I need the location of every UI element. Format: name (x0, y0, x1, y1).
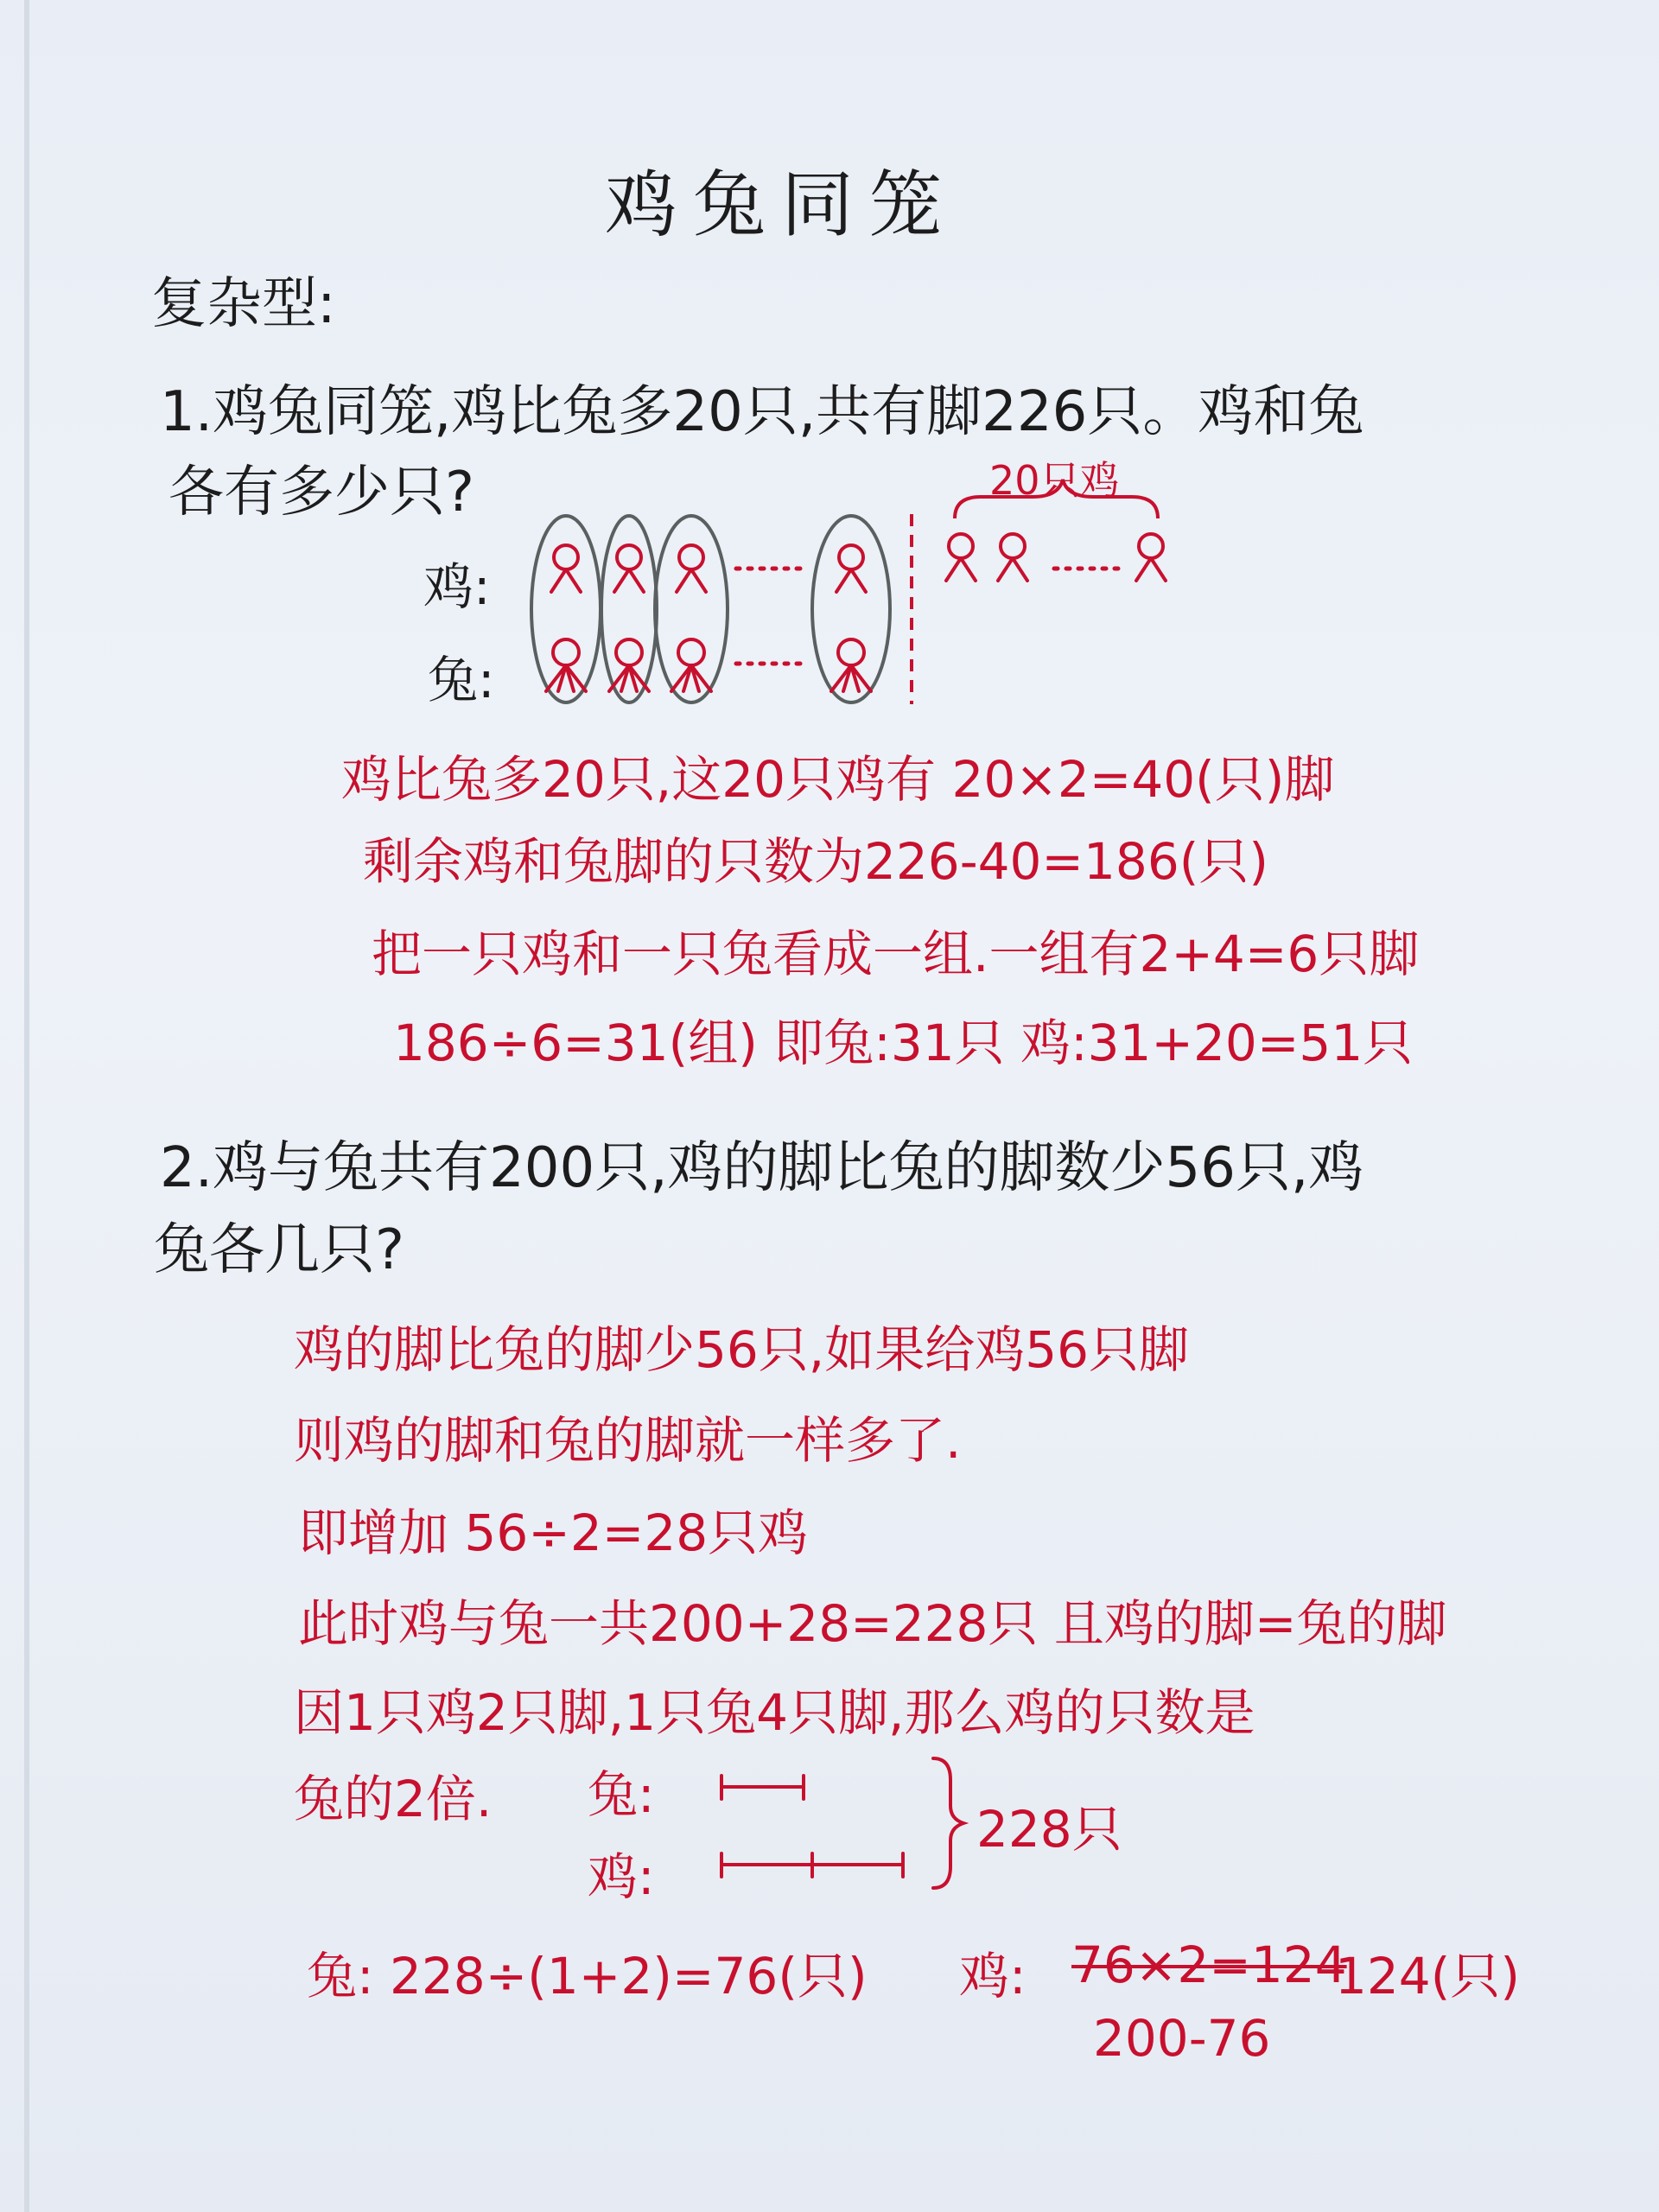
chicken-segment (721, 1853, 903, 1877)
q1-solution-line2: 剩余鸡和兔脚的只数为226-40=186(只) (363, 832, 1268, 891)
answer-chicken-crossed-out: 76×2=124 (1071, 1936, 1347, 1994)
q2-solution-line1: 鸡的脚比兔的脚少56只,如果给鸡56只脚 (294, 1320, 1190, 1379)
curly-brace-icon (933, 1758, 963, 1888)
q2-text-line1: 2.鸡与兔共有200只,鸡的脚比兔的脚数少56只,鸡 (160, 1136, 1364, 1200)
q2-text-line2: 兔各几只? (154, 1218, 404, 1282)
q2-solution-line4: 此时鸡与兔一共200+28=228只 且鸡的脚=兔的脚 (298, 1594, 1447, 1653)
segment-total-label: 228只 (976, 1800, 1122, 1859)
q1-text-line1: 1.鸡兔同笼,鸡比兔多20只,共有脚226只。鸡和兔 (160, 380, 1364, 444)
segment-label-chicken: 鸡: (588, 1847, 655, 1906)
answer-chicken-alt-calculation: 200-76 (1093, 2009, 1271, 2068)
q1-solution-line3: 把一只鸡和一只兔看成一组.一组有2+4=6只脚 (372, 925, 1420, 983)
diagram-label-rabbit: 兔: (428, 651, 495, 709)
diagram-label-chicken: 鸡: (423, 557, 491, 616)
q1-solution-line1: 鸡比兔多20只,这20只鸡有 20×2=40(只)脚 (341, 750, 1335, 809)
section-heading: 复杂型: (151, 272, 336, 336)
rabbit-segment (721, 1776, 804, 1799)
page-title: 鸡兔同笼 (605, 162, 958, 247)
segment-label-rabbit: 兔: (588, 1765, 655, 1824)
brace-label-20-chickens: 20只鸡 (989, 457, 1120, 504)
q2-solution-line3: 即增加 56÷2=28只鸡 (298, 1503, 809, 1562)
q2-solution-line2: 则鸡的脚和兔的脚就一样多了. (294, 1411, 962, 1470)
answer-chicken-value: 124(只) (1335, 1947, 1520, 2005)
answer-chicken-label: 鸡: (959, 1947, 1027, 2005)
answer-rabbit: 兔: 228÷(1+2)=76(只) (307, 1947, 868, 2005)
q1-text-line2: 各有多少只? (168, 461, 474, 524)
q2-solution-line5: 因1只鸡2只脚,1只兔4只脚,那么鸡的只数是 (294, 1683, 1255, 1742)
q1-solution-line4: 186÷6=31(组) 即兔:31只 鸡:31+20=51只 (393, 1014, 1414, 1072)
q2-solution-line6: 兔的2倍. (294, 1770, 493, 1828)
